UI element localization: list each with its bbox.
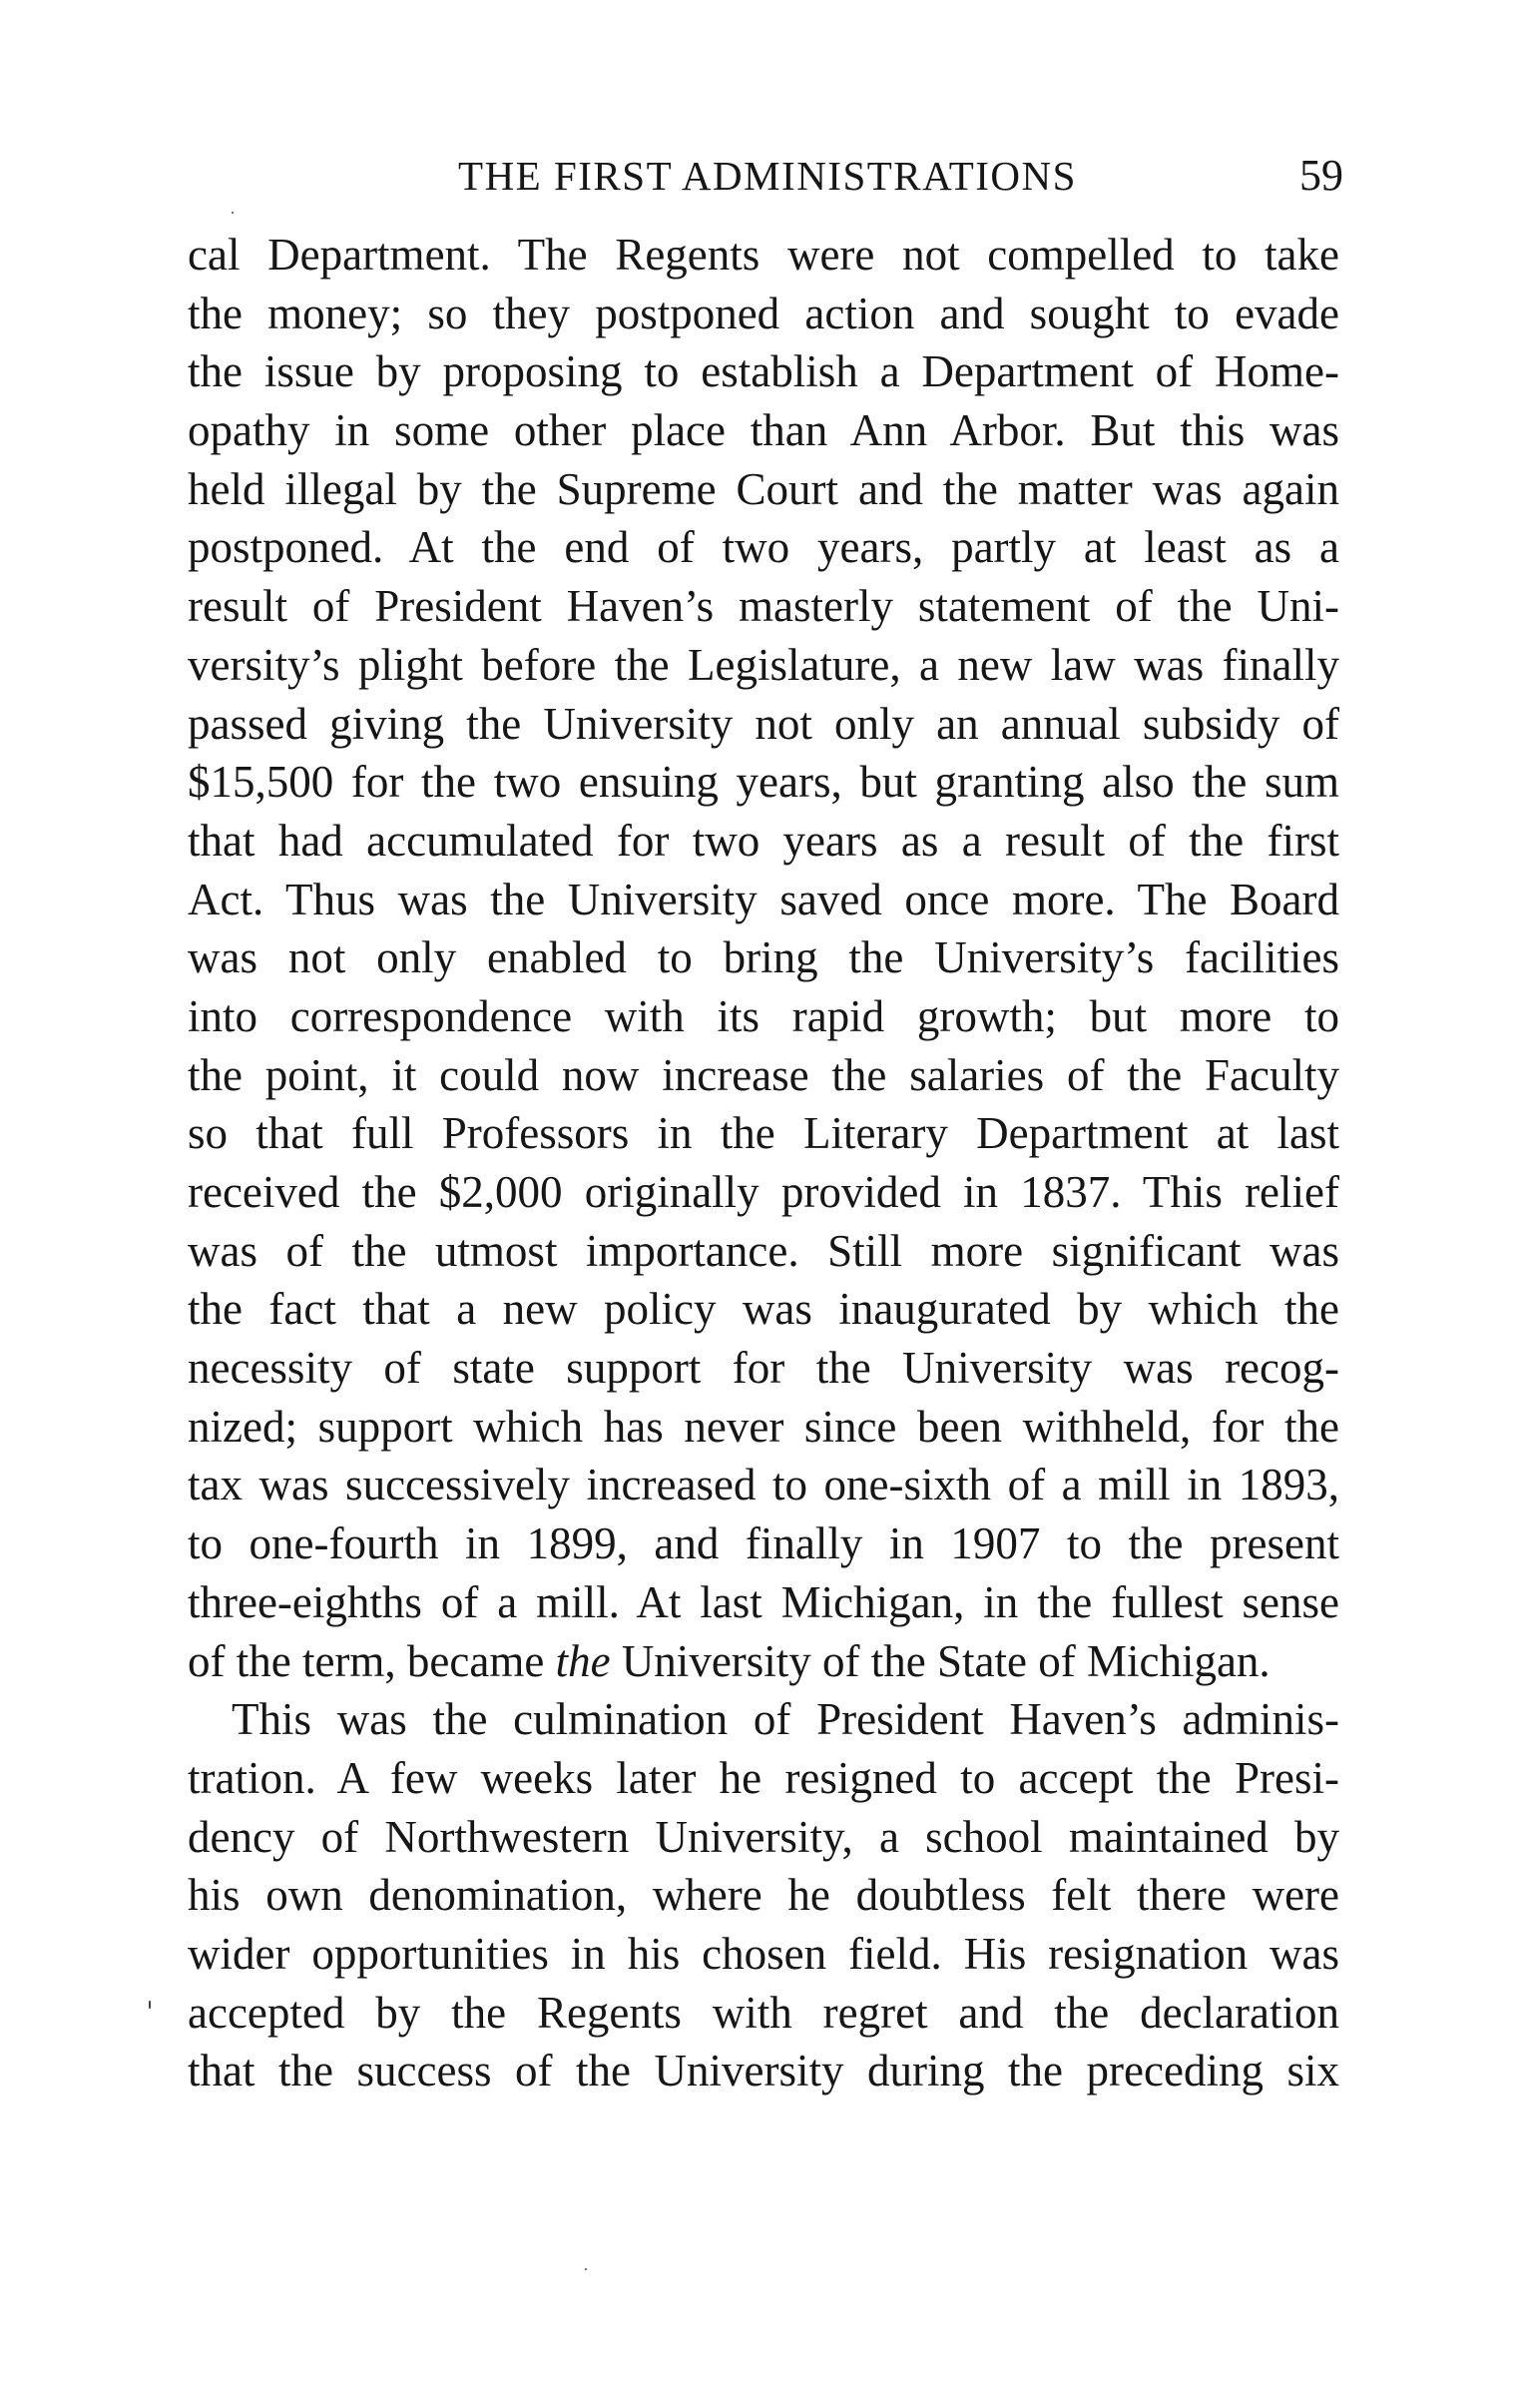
text-line: to one-fourth in 1899, and finally in 1907 to the present <box>188 1518 1339 1569</box>
text-line: necessity of state support for the University was recog- <box>188 1343 1339 1394</box>
text-line: received the $2,000 originally provided in 1837. This relief <box>188 1167 1339 1217</box>
text-line: the point, it could now increase the salaries of the Faculty <box>188 1049 1339 1100</box>
text-line: cal Department. The Regents were not compelled to take <box>188 230 1339 280</box>
text-line: accepted by the Regents with regret and the declaration <box>188 1987 1339 2038</box>
running-head: THE FIRST ADMINISTRATIONS <box>458 153 1077 199</box>
text-line: into correspondence with its rapid growth; but more to <box>188 990 1339 1041</box>
text-line: passed giving the University not only an annual subsidy of <box>188 698 1339 749</box>
text-line: was of the utmost importance. Still more significant was <box>188 1225 1339 1276</box>
page-number: 59 <box>1299 151 1343 200</box>
text-line: three-eighths of a mill. At last Michigan, in the fullest sense <box>188 1576 1339 1627</box>
scan-speck <box>585 2268 587 2270</box>
paragraph-start-line: This was the culmination of President Haven’s adminis- <box>232 1694 1339 1745</box>
text-line: result of President Haven’s masterly statement of the Uni- <box>188 581 1339 632</box>
paragraph-end-line <box>188 1632 1339 1691</box>
text-line: so that full Professors in the Literary Department at last <box>188 1108 1339 1159</box>
text-line: tax was successively increased to one-sixth of a mill in 1893, <box>188 1460 1339 1510</box>
text-line: the money; so they postponed action and sought to evade <box>188 288 1339 338</box>
text-line: that had accumulated for two years as a result of the first <box>188 815 1339 866</box>
text-line: the issue by proposing to establish a Department of Home- <box>188 346 1339 397</box>
text-line: opathy in some other place than Ann Arbor. But this was <box>188 405 1339 456</box>
text-line: the fact that a new policy was inaugurated by which the <box>188 1284 1339 1335</box>
text-line: $15,500 for the two ensuing years, but granting also the sum <box>188 757 1339 808</box>
text-line: Act. Thus was the University saved once more. The Board <box>188 874 1339 924</box>
text-line: postponed. At the end of two years, partly at least as a <box>188 522 1339 573</box>
text-segment: of the term, became <box>188 1635 556 1686</box>
italic-emphasis: the <box>555 1635 611 1686</box>
text-line: his own denomination, where he doubtless felt there were <box>188 1870 1339 1921</box>
body-text <box>188 226 1339 2101</box>
text-line: wider opportunities in his chosen field. His resignation was <box>188 1928 1339 1979</box>
text-line: dency of Northwestern University, a school maintained by <box>188 1811 1339 1862</box>
scan-speck <box>232 212 234 214</box>
text-line: nized; support which has never since been withheld, for the <box>188 1401 1339 1452</box>
text-line: versity’s plight before the Legislature, a new law was finally <box>188 639 1339 690</box>
scan-speck <box>149 2001 151 2009</box>
text-line: held illegal by the Supreme Court and the matter was again <box>188 463 1339 514</box>
text-line: that the success of the University during the preceding six <box>188 2046 1339 2097</box>
text-line: tration. A few weeks later he resigned to accept the Presi- <box>188 1752 1339 1803</box>
text-segment: University of the State of Michigan. <box>610 1635 1270 1686</box>
text-line: was not only enabled to bring the University’s facilities <box>188 932 1339 983</box>
